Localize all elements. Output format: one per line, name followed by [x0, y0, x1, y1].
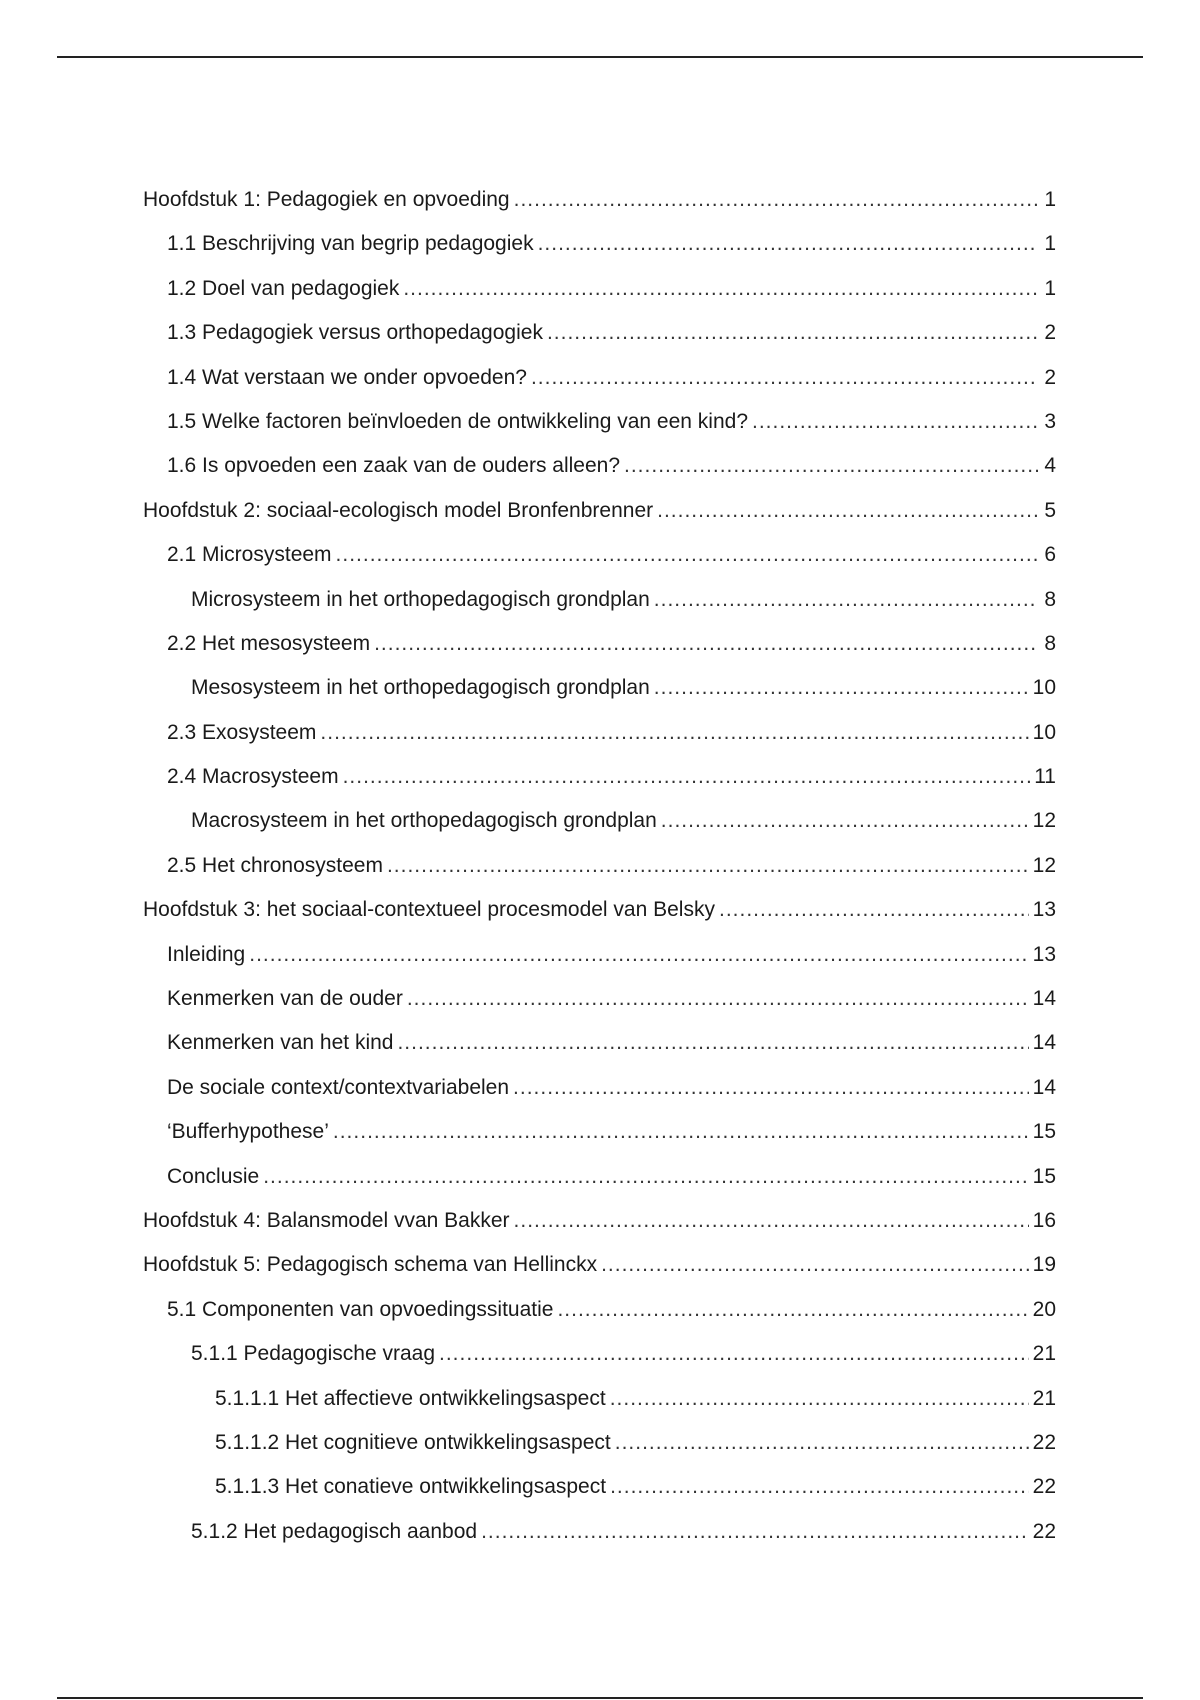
toc-entry-page-number: 12: [1032, 853, 1056, 877]
toc-entry-page-number: 14: [1032, 987, 1056, 1011]
toc-entry-page-number: 1: [1044, 276, 1056, 300]
toc-entry-title: 5.1.1.2 Het cognitieve ontwikkelingsaspect: [215, 1430, 611, 1454]
toc-dot-leader: [481, 1520, 1029, 1544]
toc-entry[interactable]: [143, 588, 1056, 632]
toc-entry[interactable]: [143, 1120, 1056, 1164]
toc-entry-title: Inleiding: [167, 942, 246, 966]
toc-dot-leader: [610, 1387, 1029, 1411]
toc-entry-page-number: 13: [1032, 942, 1056, 966]
toc-dot-leader: [719, 898, 1029, 922]
toc-entry-page-number: 15: [1032, 1164, 1056, 1188]
toc-dot-leader: [615, 1431, 1029, 1455]
toc-entry[interactable]: [143, 1076, 1056, 1120]
toc-entry-title: ‘Bufferhypothese’: [167, 1120, 329, 1144]
toc-entry[interactable]: [143, 809, 1056, 853]
toc-dot-leader: [557, 1298, 1028, 1322]
toc-dot-leader: [624, 454, 1038, 478]
toc-entry-title: 1.2 Doel van pedagogiek: [167, 276, 400, 300]
toc-entry[interactable]: [143, 1209, 1056, 1253]
toc-entry-title: 5.1.1.3 Het conatieve ontwikkelingsaspect: [215, 1475, 607, 1499]
toc-entry-title: 5.1.2 Het pedagogisch aanbod: [191, 1519, 478, 1543]
toc-entry-title: 5.1.1.1 Het affectieve ontwikkelingsaspect: [215, 1386, 606, 1410]
toc-entry[interactable]: [143, 410, 1056, 454]
toc-entry-title: Conclusie: [167, 1164, 260, 1188]
toc-dot-leader: [514, 1209, 1029, 1233]
toc-entry[interactable]: [143, 321, 1056, 365]
toc-entry[interactable]: [143, 721, 1056, 765]
toc-dot-leader: [547, 321, 1038, 345]
toc-dot-leader: [387, 854, 1029, 878]
toc-entry-title: 2.5 Het chronosysteem: [167, 853, 383, 877]
toc-entry-page-number: 1: [1044, 232, 1056, 256]
toc-entry-page-number: 10: [1032, 676, 1056, 700]
toc-entry-page-number: 4: [1044, 454, 1056, 478]
toc-entry[interactable]: [143, 943, 1056, 987]
toc-entry-title: 1.4 Wat verstaan we onder opvoeden?: [167, 365, 527, 389]
toc-entry-title: Hoofdstuk 3: het sociaal-contextueel procesmodel van Belsky: [143, 898, 715, 922]
toc-entry-page-number: 16: [1032, 1208, 1056, 1232]
toc-entry[interactable]: [143, 765, 1056, 809]
toc-dot-leader: [513, 1076, 1029, 1100]
toc-dot-leader: [752, 410, 1038, 434]
toc-entry-page-number: 5: [1044, 498, 1056, 522]
toc-entry-page-number: 15: [1032, 1120, 1056, 1144]
toc-dot-leader: [610, 1475, 1029, 1499]
toc-dot-leader: [654, 588, 1038, 612]
table-of-contents: [143, 188, 1056, 1564]
toc-entry[interactable]: [143, 676, 1056, 720]
toc-entry-page-number: 3: [1044, 409, 1056, 433]
toc-entry-title: Microsysteem in het orthopedagogisch grondplan: [191, 587, 650, 611]
toc-dot-leader: [374, 632, 1038, 656]
toc-entry[interactable]: [143, 232, 1056, 276]
footer-rule: [57, 1697, 1143, 1699]
toc-entry[interactable]: [143, 499, 1056, 543]
toc-entry-page-number: 8: [1044, 631, 1056, 655]
toc-entry-title: 1.3 Pedagogiek versus orthopedagogiek: [167, 321, 543, 345]
toc-dot-leader: [531, 366, 1038, 390]
toc-entry-page-number: 14: [1032, 1075, 1056, 1099]
toc-dot-leader: [514, 188, 1038, 212]
toc-entry-page-number: 12: [1032, 809, 1056, 833]
toc-dot-leader: [403, 277, 1038, 301]
toc-entry-page-number: 21: [1032, 1386, 1056, 1410]
toc-entry-page-number: 21: [1032, 1342, 1056, 1366]
toc-entry-title: Kenmerken van het kind: [167, 1031, 394, 1055]
toc-entry[interactable]: [143, 188, 1056, 232]
toc-entry-title: Hoofdstuk 1: Pedagogiek en opvoeding: [143, 188, 510, 211]
toc-dot-leader: [439, 1342, 1029, 1366]
toc-entry-page-number: 19: [1032, 1253, 1056, 1277]
toc-entry-title: Hoofdstuk 4: Balansmodel vvan Bakker: [143, 1208, 510, 1232]
toc-entry-title: 1.6 Is opvoeden een zaak van de ouders alleen?: [167, 454, 621, 478]
toc-dot-leader: [397, 1031, 1028, 1055]
toc-entry-page-number: 14: [1032, 1031, 1056, 1055]
toc-dot-leader: [333, 1120, 1029, 1144]
toc-dot-leader: [661, 809, 1029, 833]
toc-entry-title: 2.2 Het mesosysteem: [167, 631, 371, 655]
toc-entry-page-number: 22: [1032, 1430, 1056, 1454]
toc-entry-page-number: 2: [1044, 365, 1056, 389]
toc-dot-leader: [343, 765, 1031, 789]
toc-entry-page-number: 22: [1032, 1475, 1056, 1499]
toc-entry-title: 2.4 Macrosysteem: [167, 765, 339, 789]
header-rule: [57, 56, 1143, 58]
toc-entry-title: Macrosysteem in het orthopedagogisch grondplan: [191, 809, 657, 833]
toc-entry[interactable]: [143, 1031, 1056, 1075]
toc-entry-page-number: 11: [1034, 765, 1056, 789]
toc-dot-leader: [601, 1253, 1029, 1277]
toc-entry-title: Kenmerken van de ouder: [167, 987, 403, 1011]
toc-dot-leader: [249, 943, 1028, 967]
toc-entry-title: Hoofdstuk 2: sociaal-ecologisch model Bronfenbrenner: [143, 498, 654, 522]
toc-entry[interactable]: [143, 632, 1056, 676]
toc-dot-leader: [263, 1165, 1028, 1189]
toc-entry[interactable]: [143, 366, 1056, 410]
toc-dot-leader: [538, 232, 1038, 256]
toc-entry-page-number: 1: [1044, 188, 1056, 211]
toc-dot-leader: [657, 499, 1038, 523]
toc-entry[interactable]: [143, 454, 1056, 498]
toc-entry-page-number: 20: [1032, 1297, 1056, 1321]
toc-entry-title: Mesosysteem in het orthopedagogisch grondplan: [191, 676, 650, 700]
toc-entry-title: 1.5 Welke factoren beïnvloeden de ontwikkeling van een kind?: [167, 409, 748, 433]
toc-dot-leader: [654, 676, 1029, 700]
toc-entry-title: 2.3 Exosysteem: [167, 720, 317, 744]
toc-entry[interactable]: [143, 1520, 1056, 1564]
toc-entry-page-number: 13: [1032, 898, 1056, 922]
toc-entry[interactable]: [143, 1298, 1056, 1342]
toc-entry-title: 1.1 Beschrijving van begrip pedagogiek: [167, 232, 534, 256]
toc-entry[interactable]: [143, 1475, 1056, 1519]
toc-dot-leader: [320, 721, 1028, 745]
toc-entry[interactable]: [143, 1253, 1056, 1297]
toc-entry-page-number: 8: [1044, 587, 1056, 611]
toc-entry-page-number: 22: [1032, 1519, 1056, 1543]
toc-entry-title: Hoofdstuk 5: Pedagogisch schema van Hellinckx: [143, 1253, 598, 1277]
toc-entry[interactable]: [143, 277, 1056, 321]
toc-entry[interactable]: [143, 1165, 1056, 1209]
toc-entry[interactable]: [143, 543, 1056, 587]
toc-dot-leader: [336, 543, 1038, 567]
toc-entry[interactable]: [143, 1431, 1056, 1475]
toc-entry[interactable]: [143, 854, 1056, 898]
toc-entry[interactable]: [143, 987, 1056, 1031]
toc-entry[interactable]: [143, 1387, 1056, 1431]
toc-entry-page-number: 2: [1044, 321, 1056, 345]
toc-entry-page-number: 6: [1044, 543, 1056, 567]
toc-entry[interactable]: [143, 1342, 1056, 1386]
toc-entry[interactable]: [143, 898, 1056, 942]
toc-entry-title: 5.1 Componenten van opvoedingssituatie: [167, 1297, 554, 1321]
toc-entry-title: De sociale context/contextvariabelen: [167, 1075, 510, 1099]
toc-dot-leader: [407, 987, 1029, 1011]
toc-entry-page-number: 10: [1032, 720, 1056, 744]
toc-entry-title: 5.1.1 Pedagogische vraag: [191, 1342, 436, 1366]
toc-entry-title: 2.1 Microsysteem: [167, 543, 332, 567]
